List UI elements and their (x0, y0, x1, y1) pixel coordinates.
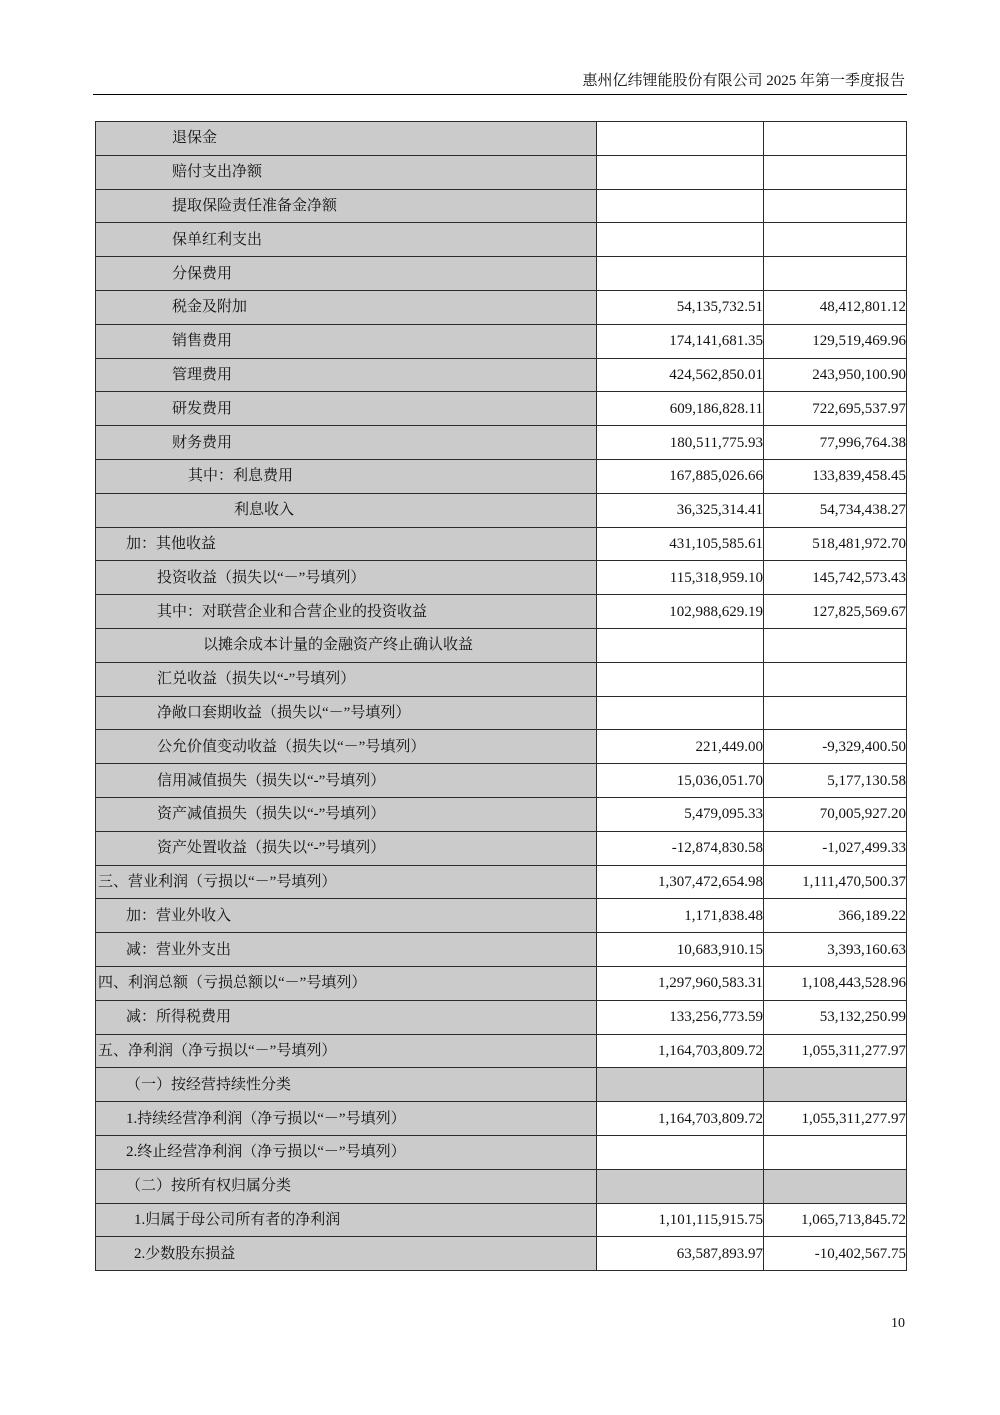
prior-period-value: 48,412,801.12 (764, 290, 907, 324)
current-period-value: 15,036,051.70 (597, 764, 764, 798)
current-period-value: 431,105,585.61 (597, 527, 764, 561)
prior-period-value (764, 696, 907, 730)
table-row (96, 290, 907, 324)
current-period-value: 180,511,775.93 (597, 426, 764, 460)
table-row (96, 358, 907, 392)
prior-period-value: 133,839,458.45 (764, 459, 907, 493)
prior-period-value: 1,055,311,277.97 (764, 1102, 907, 1136)
row-label: 投资收益（损失以“－”号填列） (96, 561, 597, 595)
prior-period-value: 54,734,438.27 (764, 493, 907, 527)
row-label: 加：其他收益 (96, 527, 597, 561)
current-period-value: 1,297,960,583.31 (597, 966, 764, 1000)
prior-period-value (764, 1068, 907, 1102)
current-period-value: 36,325,314.41 (597, 493, 764, 527)
row-label: 四、利润总额（亏损总额以“－”号填列） (96, 966, 597, 1000)
table-row (96, 459, 907, 493)
current-period-value: 167,885,026.66 (597, 459, 764, 493)
row-label: 管理费用 (96, 358, 597, 392)
current-period-value (597, 189, 764, 223)
row-label: 提取保险责任准备金净额 (96, 189, 597, 223)
current-period-value: 133,256,773.59 (597, 1000, 764, 1034)
current-period-value (597, 1068, 764, 1102)
table-row (96, 189, 907, 223)
row-label: （二）按所有权归属分类 (96, 1169, 597, 1203)
prior-period-value: 77,996,764.38 (764, 426, 907, 460)
prior-period-value: 1,055,311,277.97 (764, 1034, 907, 1068)
row-label: 资产减值损失（损失以“-”号填列） (96, 797, 597, 831)
row-label: （一）按经营持续性分类 (96, 1068, 597, 1102)
prior-period-value (764, 257, 907, 291)
table-row (96, 764, 907, 798)
row-label: 净敞口套期收益（损失以“－”号填列） (96, 696, 597, 730)
prior-period-value: 5,177,130.58 (764, 764, 907, 798)
table-row (96, 933, 907, 967)
prior-period-value: 145,742,573.43 (764, 561, 907, 595)
table-row (96, 628, 907, 662)
current-period-value: -12,874,830.58 (597, 831, 764, 865)
prior-period-value: 127,825,569.67 (764, 595, 907, 629)
current-period-value: 1,164,703,809.72 (597, 1034, 764, 1068)
current-period-value (597, 155, 764, 189)
table-row (96, 1068, 907, 1102)
row-label: 退保金 (96, 122, 597, 156)
row-label: 销售费用 (96, 324, 597, 358)
table-row (96, 257, 907, 291)
row-label: 信用减值损失（损失以“-”号填列） (96, 764, 597, 798)
table-row (96, 730, 907, 764)
prior-period-value: -9,329,400.50 (764, 730, 907, 764)
prior-period-value (764, 1135, 907, 1169)
prior-period-value: 70,005,927.20 (764, 797, 907, 831)
row-label: 汇兑收益（损失以“-”号填列） (96, 662, 597, 696)
report-header-title: 惠州亿纬锂能股份有限公司 2025 年第一季度报告 (582, 73, 905, 89)
row-label: 1.归属于母公司所有者的净利润 (96, 1203, 597, 1237)
table-row (96, 899, 907, 933)
current-period-value: 174,141,681.35 (597, 324, 764, 358)
row-label: 公允价值变动收益（损失以“－”号填列） (96, 730, 597, 764)
row-label: 财务费用 (96, 426, 597, 460)
row-label: 资产处置收益（损失以“-”号填列） (96, 831, 597, 865)
table-row (96, 595, 907, 629)
prior-period-value: 3,393,160.63 (764, 933, 907, 967)
row-label: 减：所得税费用 (96, 1000, 597, 1034)
table-row (96, 1203, 907, 1237)
row-label: 研发费用 (96, 392, 597, 426)
table-row (96, 392, 907, 426)
current-period-value: 221,449.00 (597, 730, 764, 764)
current-period-value (597, 662, 764, 696)
table-row (96, 1237, 907, 1271)
row-label: 减：营业外支出 (96, 933, 597, 967)
table-row (96, 1135, 907, 1169)
prior-period-value (764, 122, 907, 156)
current-period-value: 1,307,472,654.98 (597, 865, 764, 899)
income-statement-table (95, 121, 907, 1271)
prior-period-value: -1,027,499.33 (764, 831, 907, 865)
table-row (96, 1000, 907, 1034)
row-label: 其中：利息费用 (96, 459, 597, 493)
prior-period-value: 1,108,443,528.96 (764, 966, 907, 1000)
row-label: 保单红利支出 (96, 223, 597, 257)
table-row (96, 155, 907, 189)
row-label: 五、净利润（净亏损以“－”号填列） (96, 1034, 597, 1068)
row-label: 加：营业外收入 (96, 899, 597, 933)
row-label: 利息收入 (96, 493, 597, 527)
table-row (96, 493, 907, 527)
prior-period-value: 366,189.22 (764, 899, 907, 933)
row-label: 分保费用 (96, 257, 597, 291)
prior-period-value (764, 223, 907, 257)
table-row (96, 426, 907, 460)
prior-period-value: 53,132,250.99 (764, 1000, 907, 1034)
table-row (96, 561, 907, 595)
prior-period-value (764, 155, 907, 189)
row-label: 其中：对联营企业和合营企业的投资收益 (96, 595, 597, 629)
current-period-value (597, 257, 764, 291)
table-row (96, 324, 907, 358)
table-row (96, 527, 907, 561)
table-row (96, 122, 907, 156)
table-row (96, 223, 907, 257)
prior-period-value (764, 189, 907, 223)
row-label: 赔付支出净额 (96, 155, 597, 189)
current-period-value (597, 223, 764, 257)
table-row (96, 966, 907, 1000)
current-period-value: 102,988,629.19 (597, 595, 764, 629)
table-row (96, 865, 907, 899)
current-period-value: 10,683,910.15 (597, 933, 764, 967)
header-rule (93, 94, 907, 95)
page-number: 10 (891, 1316, 905, 1331)
prior-period-value: 129,519,469.96 (764, 324, 907, 358)
table-row (96, 662, 907, 696)
table-row (96, 797, 907, 831)
current-period-value (597, 696, 764, 730)
row-label: 2.少数股东损益 (96, 1237, 597, 1271)
current-period-value: 115,318,959.10 (597, 561, 764, 595)
row-label: 1.持续经营净利润（净亏损以“－”号填列） (96, 1102, 597, 1136)
prior-period-value (764, 628, 907, 662)
current-period-value (597, 122, 764, 156)
row-label: 2.终止经营净利润（净亏损以“－”号填列） (96, 1135, 597, 1169)
table-row (96, 696, 907, 730)
current-period-value (597, 1169, 764, 1203)
current-period-value (597, 628, 764, 662)
prior-period-value: 1,111,470,500.37 (764, 865, 907, 899)
current-period-value (597, 1135, 764, 1169)
current-period-value: 63,587,893.97 (597, 1237, 764, 1271)
prior-period-value: 1,065,713,845.72 (764, 1203, 907, 1237)
prior-period-value: 518,481,972.70 (764, 527, 907, 561)
table-row (96, 1102, 907, 1136)
row-label: 税金及附加 (96, 290, 597, 324)
table-row (96, 1169, 907, 1203)
current-period-value: 1,164,703,809.72 (597, 1102, 764, 1136)
row-label: 以摊余成本计量的金融资产终止确认收益 (96, 628, 597, 662)
table-row (96, 831, 907, 865)
prior-period-value (764, 662, 907, 696)
current-period-value: 1,101,115,915.75 (597, 1203, 764, 1237)
prior-period-value: 722,695,537.97 (764, 392, 907, 426)
current-period-value: 609,186,828.11 (597, 392, 764, 426)
current-period-value: 424,562,850.01 (597, 358, 764, 392)
table-row (96, 1034, 907, 1068)
current-period-value: 1,171,838.48 (597, 899, 764, 933)
current-period-value: 54,135,732.51 (597, 290, 764, 324)
prior-period-value: -10,402,567.75 (764, 1237, 907, 1271)
current-period-value: 5,479,095.33 (597, 797, 764, 831)
prior-period-value (764, 1169, 907, 1203)
prior-period-value: 243,950,100.90 (764, 358, 907, 392)
row-label: 三、营业利润（亏损以“－”号填列） (96, 865, 597, 899)
